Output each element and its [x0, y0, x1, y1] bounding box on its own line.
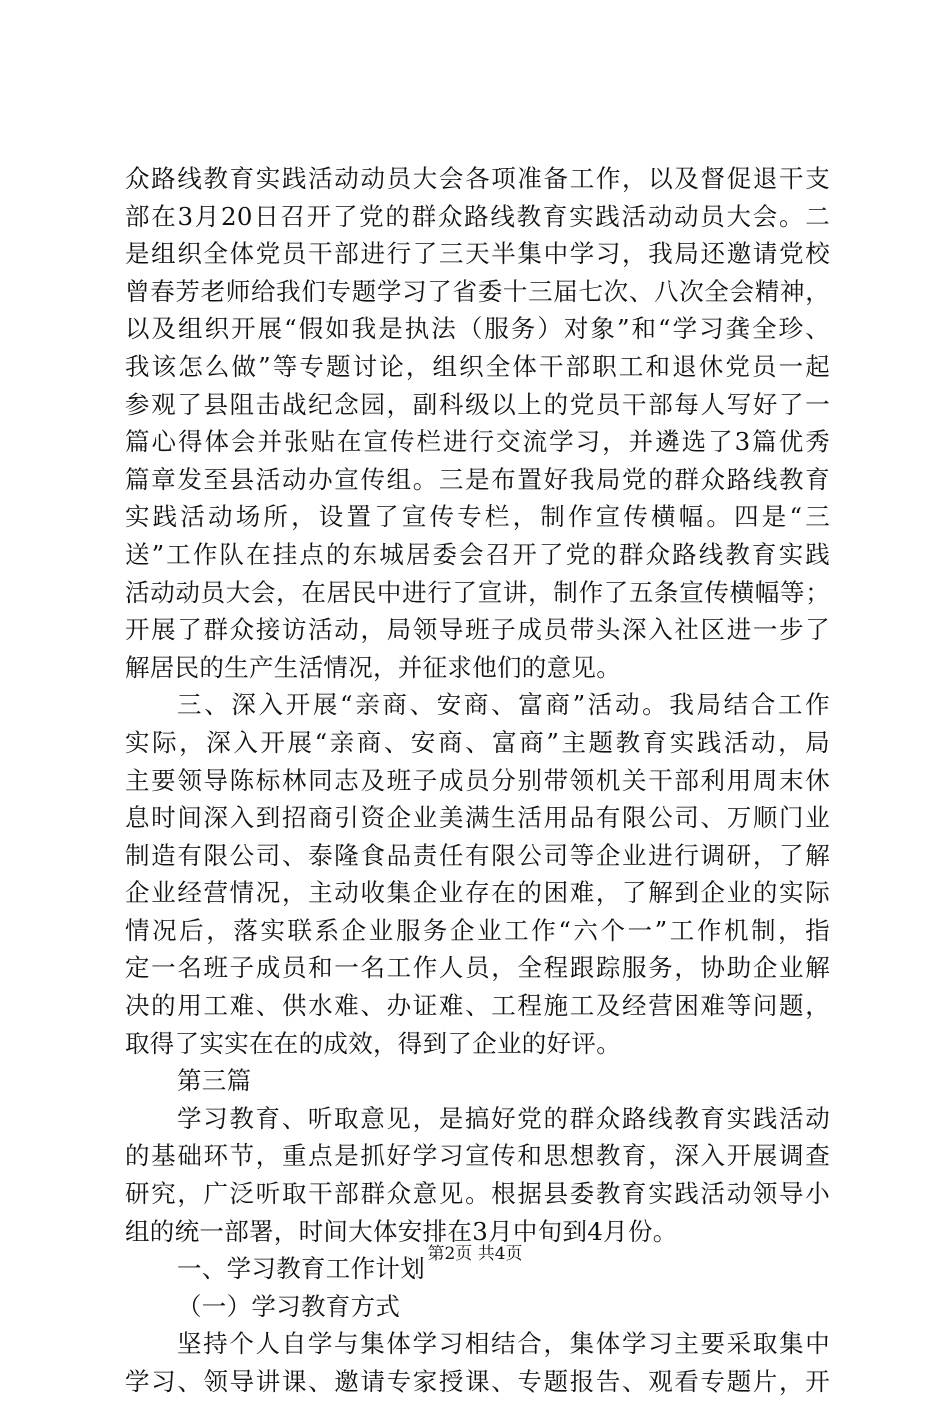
text-line: 取得了实实在在的成效，得到了企业的好评。: [125, 1028, 621, 1058]
text-line: 的基础环节，重点是抓好学习宣传和思想教育，深入开展调查: [125, 1141, 830, 1171]
text-line: 参观了县阻击战纪念园，副科级以上的党员干部每人写好了一: [125, 389, 830, 419]
text-line: 我该怎么做”等专题讨论，组织全体干部职工和退休党员一起: [125, 351, 830, 381]
text-line: 解居民的生产生活情况，并征求他们的意见。: [125, 652, 621, 682]
text-line: 定一名班子成员和一名工作人员，全程跟踪服务，协助企业解: [125, 953, 830, 983]
text-line: 坚持个人自学与集体学习相结合，集体学习主要采取集中: [177, 1329, 830, 1359]
text-line: 部在3月20日召开了党的群众路线教育实践活动动员大会。二: [125, 201, 830, 231]
subsection-heading: （一）学习教育方式: [177, 1291, 401, 1321]
text-line: 实践活动场所，设置了宣传专栏，制作宣传横幅。四是“三: [125, 502, 830, 532]
text-line: 息时间深入到招商引资企业美满生活用品有限公司、万顺门业: [125, 803, 830, 833]
text-line: 组的统一部署，时间大体安排在3月中旬到4月份。: [125, 1216, 678, 1246]
text-line: 学习教育、听取意见，是搞好党的群众路线教育实践活动: [177, 1103, 830, 1133]
text-line: 篇心得体会并张贴在宣传栏进行交流学习，并遴选了3篇优秀: [125, 427, 830, 457]
text-line: 众路线教育实践活动动员大会各项准备工作，以及督促退干支: [125, 164, 830, 193]
text-line: 以及组织开展“假如我是执法（服务）对象”和“学习龚全珍、: [125, 314, 830, 344]
text-line: 制造有限公司、泰隆食品责任有限公司等企业进行调研，了解: [125, 840, 830, 870]
text-line: 学习、领导讲课、邀请专家授课、专题报告、观看专题片，开: [125, 1367, 830, 1396]
text-line: 活动动员大会，在居民中进行了宣讲，制作了五条宣传横幅等；: [125, 577, 830, 607]
text-line: 篇章发至县活动办宣传组。三是布置好我局党的群众路线教育: [125, 464, 830, 494]
text-line: 研究，广泛听取干部群众意见。根据县委教育实践活动领导小: [125, 1179, 830, 1209]
section-heading: 一、学习教育工作计划: [177, 1254, 425, 1284]
section-heading-three: 三、深入开展“亲商、安商、富商”活动。我局结合工作: [177, 690, 830, 720]
text-line: 送”工作队在挂点的东城居委会召开了党的群众路线教育实践: [125, 539, 830, 569]
document-body: [125, 160, 830, 1401]
text-line: 实际，深入开展“亲商、安商、富商”主题教育实践活动，局: [125, 727, 830, 757]
text-line: 决的用工难、供水难、办证难、工程施工及经营困难等问题，: [125, 991, 830, 1021]
text-line: 主要领导陈标林同志及班子成员分别带领机关干部利用周末休: [125, 765, 830, 795]
part-title: 第三篇: [177, 1066, 252, 1096]
text-line: 情况后，落实联系企业服务企业工作“六个一”工作机制，指: [125, 915, 830, 945]
text-line: 曾春芳老师给我们专题学习了省委十三届七次、八次全会精神，: [125, 276, 830, 306]
text-line: 是组织全体党员干部进行了三天半集中学习，我局还邀请党校: [125, 239, 830, 269]
page-number-footer: 第2页 共4页: [427, 1244, 523, 1264]
text-line: 开展了群众接访活动，局领导班子成员带头深入社区进一步了: [125, 615, 830, 645]
text-line: 企业经营情况，主动收集企业存在的困难，了解到企业的实际: [125, 878, 830, 908]
